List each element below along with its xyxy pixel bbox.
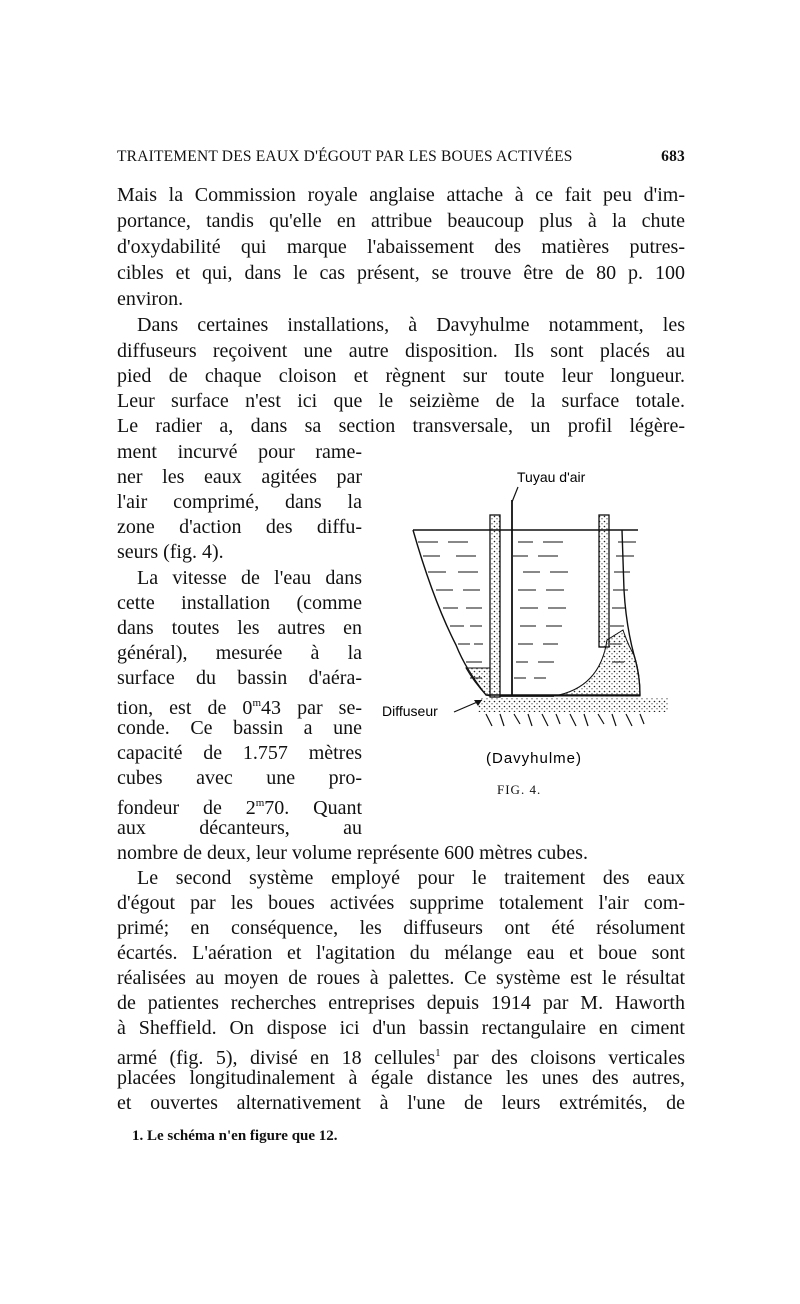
text-line: de patientes recherches entreprises depuis 1914 par M. Haworth [117, 992, 685, 1014]
text-line: et ouvertes alternativement à l'une de leurs extrémités, de [117, 1092, 685, 1114]
text-line: d'oxydabilité qui marque l'abaissement des matières putres- [117, 236, 685, 258]
text-line: cubes avec une pro- [117, 767, 362, 789]
text-line: ner les eaux agitées par [117, 466, 362, 488]
text-line: aux décanteurs, au [117, 817, 362, 839]
text-line: Le radier a, dans sa section transversale, un profil légère- [117, 415, 685, 437]
text-line: placées longitudinalement à égale distance les unes des autres, [117, 1067, 685, 1089]
footnote: 1. Le schéma n'en figure que 12. [132, 1128, 338, 1144]
text-fragment: armé (fig. 5), divisé en 18 cellules [117, 1047, 436, 1069]
text-fragment: tion, est de 0 [117, 697, 253, 719]
partition-wall-right [599, 515, 609, 647]
ground-hatching [486, 714, 644, 726]
text-line: zone d'action des diffu- [117, 516, 362, 538]
text-line: seurs (fig. 4). [117, 541, 224, 563]
text-line: écartés. L'aération et l'agitation du mélange eau et boue sont [117, 942, 685, 964]
text-line: cette installation (comme [117, 592, 362, 614]
label-davyhulme: (Davyhulme) [486, 750, 583, 767]
text-line: Leur surface n'est ici que le seizième de la surface totale. [117, 390, 685, 412]
text-line: réalisées au moyen de roues à palettes. Ce système est le résultat [117, 967, 685, 989]
text-line: dans toutes les autres en [117, 617, 362, 639]
text-line: Le second système employé pour le traitement des eaux [137, 867, 685, 889]
text-line: à Sheffield. On dispose ici d'un bassin rectangulaire en ciment [117, 1017, 685, 1039]
text-line: La vitesse de l'eau dans [137, 567, 362, 589]
leader-line [512, 487, 518, 502]
text-line: conde. Ce bassin a une [117, 717, 362, 739]
page-number: 683 [661, 148, 685, 165]
text-line: portance, tandis qu'elle en attribue beaucoup plus à la chute [117, 210, 685, 232]
superscript-unit: m [255, 797, 265, 809]
text-line: ment incurvé pour rame- [117, 441, 362, 463]
foundation-ground [478, 698, 668, 712]
label-tuyau-d-air: Tuyau d'air [517, 469, 586, 485]
figure-caption: FIG. 4. [497, 782, 542, 797]
text-fragment: 43 par se- [261, 697, 363, 719]
text-line: primé; en conséquence, les diffuseurs ont été résolument [117, 917, 685, 939]
text-line: diffuseurs reçoivent une autre disposition. Ils sont placés au [117, 340, 685, 362]
label-diffuseur: Diffuseur [382, 703, 438, 719]
text-line: cibles et qui, dans le cas présent, se trouve être de 80 p. 100 [117, 262, 685, 284]
text-line: Mais la Commission royale anglaise attache à ce fait peu d'im- [117, 184, 685, 206]
footnote-marker: 1 [435, 1047, 441, 1059]
text-fragment: fondeur de 2 [117, 797, 256, 819]
text-fragment: 70. Quant [264, 797, 362, 819]
text-line: environ. [117, 288, 184, 310]
header-title: TRAITEMENT DES EAUX D'ÉGOUT PAR LES BOUES ACTIVÉES [117, 148, 573, 165]
text-fragment: par des cloisons verticales [440, 1047, 685, 1069]
text-line: d'égout par les boues activées supprime totalement l'air com- [117, 892, 685, 914]
text-line: capacité de 1.757 mètres [117, 742, 362, 764]
superscript-unit: m [252, 697, 261, 709]
curved-floor-left [466, 668, 490, 696]
text-line: l'air comprimé, dans la [117, 491, 362, 513]
running-header [117, 148, 685, 170]
partition-wall-left [490, 515, 500, 697]
text-line: surface du bassin d'aéra- [117, 667, 362, 689]
text-line: général), mesurée à la [117, 642, 362, 664]
text-line: pied de chaque cloison et règnent sur toute leur longueur. [117, 365, 685, 387]
text-line: nombre de deux, leur volume représente 600 mètres cubes. [117, 842, 588, 864]
text-line: Dans certaines installations, à Davyhulme notamment, les [137, 314, 685, 336]
curved-floor-right [554, 630, 640, 696]
figure-davyhulme-section [378, 460, 688, 805]
